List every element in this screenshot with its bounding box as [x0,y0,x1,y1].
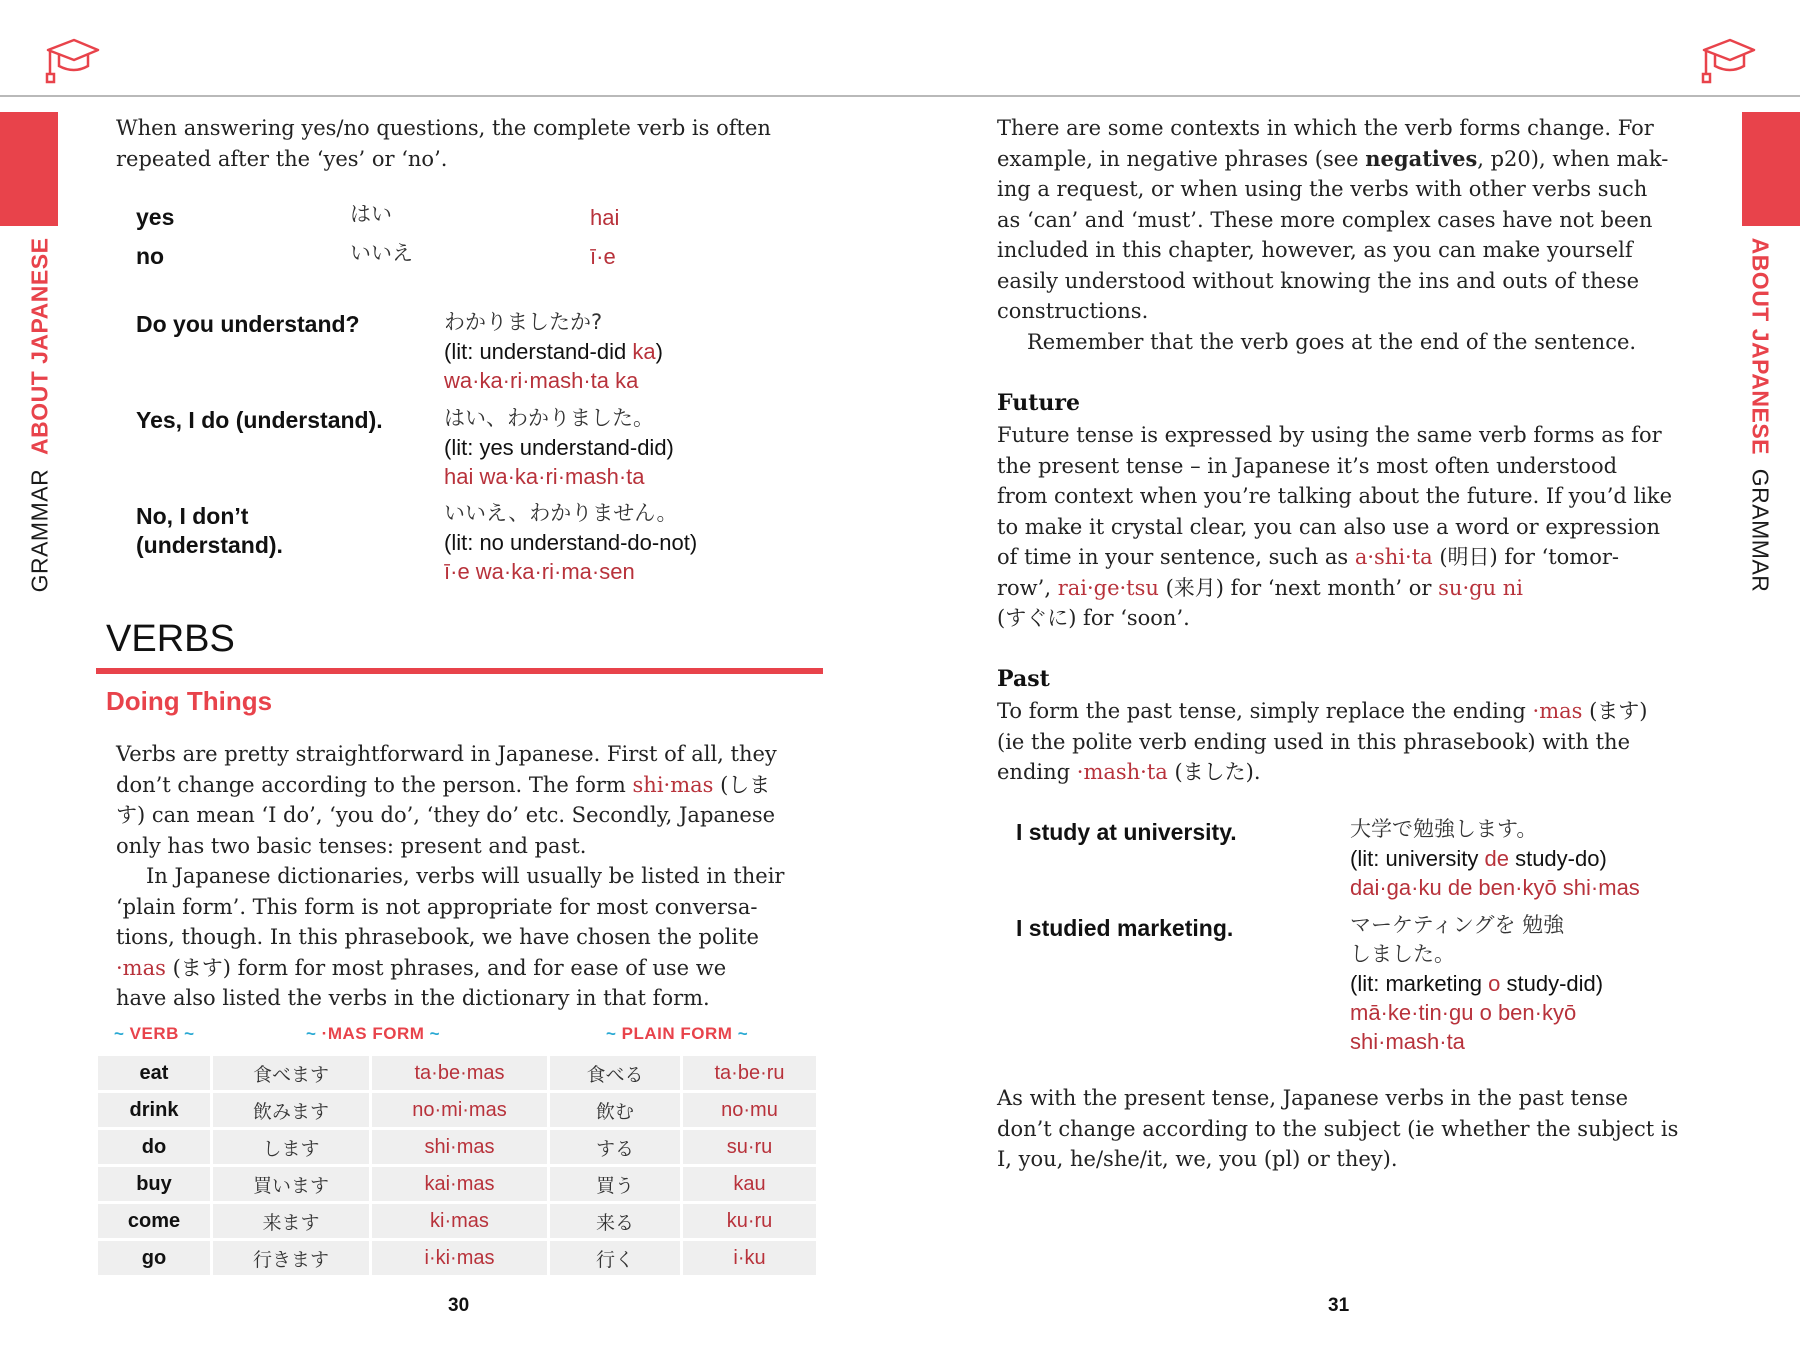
future-paragraph: Future tense is expressed by using the same verb forms as for the present tense – in Japanese it’s most often understood from context when you’re talking about the future. If you’d like to make it crystal clear, you can also use a word or expression of time in your sentence, such as a·shi·ta (明日) for ‘tomor- row’, rai·ge·tsu (来月) for ‘next month’ or su·gu ni (すぐに) for ‘soon’. [997,423,1673,630]
verb-plain-jp: 飲む [550,1093,680,1127]
phrase-romaji: hai [590,205,620,230]
phrase-en: (understand). [136,532,283,558]
phrase-jp: 大学で勉強します。 [1350,817,1538,841]
phrase-literal: (lit: university de study-do) [1350,846,1607,871]
verb-plain-jp: 食べる [550,1056,680,1090]
phrase-en: I study at university. [1016,819,1237,845]
verb-plain-romaji: ta·be·ru [683,1056,816,1090]
verb-en: do [98,1130,210,1164]
running-head-section: GRAMMAR [1747,468,1774,593]
example-translation [1350,815,1640,902]
example-translation [444,308,663,395]
phrase-romaji: dai·ga·ku de ben·kyō shi·mas [1350,875,1640,900]
past-heading: Past [997,666,1050,692]
table-header-mas: ~ ·MAS FORM ~ [306,1024,441,1043]
verb-mas-jp: 食べます [213,1056,369,1090]
phrase-en: no [136,243,165,269]
intro-paragraph: When answering yes/no questions, the complete verb is often repeated after the ‘yes’ or ‘no’. [116,116,771,171]
closing-paragraph: As with the present tense, Japanese verbs in the past tense don’t change according to the subject (ie whether the subject is I, you, he/she/it, we, you (pl) or they). [997,1086,1679,1171]
verb-en: eat [98,1056,210,1090]
running-head-chapter: ABOUT JAPANESE [26,237,53,456]
past-paragraph: To form the past tense, simply replace the ending ·mas (ます) (ie the polite verb ending used in this phrasebook) with the ending ·mash·ta (ました). [997,699,1648,784]
verb-mas-jp: 飲みます [213,1093,369,1127]
phrase-jp: マーケティングを 勉強 [1350,913,1565,937]
table-row [98,1130,816,1164]
verb-mas-romaji: ki·mas [372,1204,547,1238]
example-block [136,406,383,435]
verb-mas-romaji: kai·mas [372,1167,547,1201]
future-heading: Future [997,390,1080,416]
verb-plain-romaji: kau [683,1167,816,1201]
phrase-en: Yes, I do (understand). [136,407,383,433]
verbs-paragraph: Verbs are pretty straightforward in Japanese. First of all, they don’t change according to the person. The form shi·mas (しま す) can mean ‘I do’, ‘you do’, ‘they do’ etc. Secondly, Japanese only has two basic tenses: present and past. In Japanese dictionaries, verbs will usually be listed in their ‘plain form’. This form is not appropriate for most conversa- tions, though. In this phrasebook, we have chosen the polite ·mas (ます) form for most phrases, and for ease of use we have also listed the verbs in the dictionary in that form. [116,742,785,1010]
left-running-head [27,238,54,593]
example-block [136,310,360,339]
phrase-romaji: ī·e wa·ka·ri·ma·sen [444,559,635,584]
verb-table [95,1053,819,1278]
phrase-literal: (lit: understand-did ka) [444,339,663,364]
verb-mas-romaji: ta·be·mas [372,1056,547,1090]
graduation-cap-icon [1700,36,1756,86]
verb-mas-jp: 買います [213,1167,369,1201]
page-number: 30 [448,1295,470,1316]
running-head-section: GRAMMAR [26,468,53,593]
verb-en: buy [98,1167,210,1201]
table-header-plain: ~ PLAIN FORM ~ [606,1024,749,1043]
verb-plain-romaji: ku·ru [683,1204,816,1238]
running-head-chapter: ABOUT JAPANESE [1747,237,1774,456]
phrase-jp: いいえ、わかりません。 [444,501,678,525]
example-translation [444,404,674,491]
verb-mas-jp: 行きます [213,1241,369,1275]
header-rule [0,95,1800,97]
right-thumb-tab [1742,112,1800,226]
subsection-title: Doing Things [106,686,273,716]
verb-en: drink [98,1093,210,1127]
example-translation [444,499,697,586]
example-translation [1350,911,1603,1056]
verb-plain-romaji: i·ku [683,1241,816,1275]
phrase-romaji: wa·ka·ri·mash·ta ka [444,368,639,393]
right-running-head [1747,238,1774,593]
verb-plain-romaji: su·ru [683,1130,816,1164]
verb-plain-jp: する [550,1130,680,1164]
verb-mas-romaji: no·mi·mas [372,1093,547,1127]
phrase-romaji: ī·e [590,244,616,269]
phrase-romaji: mā·ke·tin·gu o ben·kyō [1350,1000,1577,1025]
table-row [98,1204,816,1238]
phrase-jp: わかりましたか? [444,310,603,334]
phrase-jp: いいえ [350,241,413,265]
phrase-en: Do you understand? [136,311,360,337]
example-block [136,502,283,560]
section-rule [96,668,823,674]
phrase-jp: しました。 [1350,942,1455,966]
table-header-verb: ~ VERB ~ [114,1024,195,1043]
verb-plain-jp: 買う [550,1167,680,1201]
intro-paragraph: There are some contexts in which the verb forms change. For example, in negative phrases (see negatives, p20), when mak- ing a request, or when using the verbs with other verbs such as ‘can’ and ‘must’. These more complex cases have not been included in this chapter, however, as you can make yourself easily understood without knowing the ins and outs of these constructions. Remember that the verb goes at the end of the sentence. [997,116,1669,354]
left-thumb-tab [0,112,58,226]
section-title: VERBS [106,618,235,660]
page-number: 31 [1328,1295,1350,1316]
phrase-en: yes [136,204,175,230]
phrase-en: I studied marketing. [1016,915,1234,941]
table-row [98,1241,816,1275]
verb-mas-jp: 来ます [213,1204,369,1238]
phrase-en: No, I don’t [136,503,249,529]
cross-reference: negatives [1365,145,1478,171]
verb-mas-romaji: shi·mas [372,1130,547,1164]
phrase-romaji: shi·mash·ta [1350,1029,1465,1054]
verb-mas-romaji: i·ki·mas [372,1241,547,1275]
phrase-literal: (lit: no understand-do-not) [444,530,698,555]
verb-plain-romaji: no·mu [683,1093,816,1127]
verb-plain-jp: 来る [550,1204,680,1238]
phrase-romaji: hai wa·ka·ri·mash·ta [444,464,645,489]
table-row [98,1093,816,1127]
verb-en: come [98,1204,210,1238]
phrase-literal: (lit: marketing o study-did) [1350,971,1604,996]
phrase-jp: はい [350,202,392,226]
verb-mas-jp: します [213,1130,369,1164]
table-row [98,1167,816,1201]
phrase-literal: (lit: yes understand-did) [444,435,674,460]
verb-plain-jp: 行く [550,1241,680,1275]
graduation-cap-icon [44,36,100,86]
phrase-jp: はい、わかりました。 [444,406,654,430]
table-row [98,1056,816,1090]
verb-en: go [98,1241,210,1275]
